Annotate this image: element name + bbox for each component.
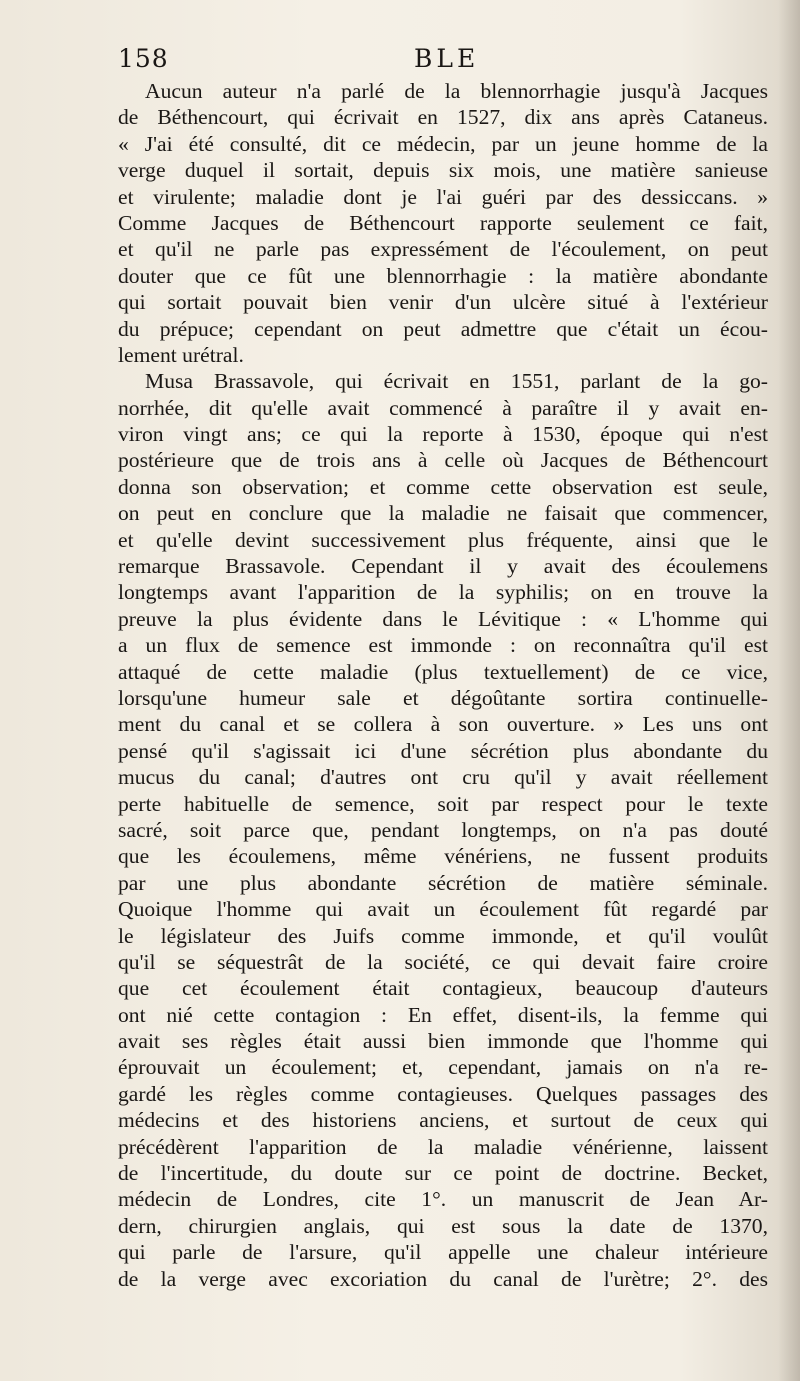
- text-line: Quoique l'homme qui avait un écoulement fût regardé par: [118, 897, 768, 922]
- text-line: attaqué de cette maladie (plus textuellement) de ce vice,: [118, 659, 768, 684]
- text-line: pensé qu'il s'agissait ici d'une sécrétion plus abondante du: [118, 738, 768, 763]
- text-line: Musa Brassavole, qui écrivait en 1551, parlant de la go-: [145, 369, 768, 394]
- text-line: qui sortait pouvait bien venir d'un ulcère situé à l'extérieur: [118, 290, 768, 315]
- text-line: norrhée, dit qu'elle avait commencé à paraître il y avait en-: [118, 395, 768, 420]
- text-line: médecin de Londres, cite 1°. un manuscrit de Jean Ar-: [118, 1187, 768, 1212]
- text-line: avait ses règles était aussi bien immonde que l'homme qui: [118, 1029, 768, 1054]
- text-line: Aucun auteur n'a parlé de la blennorrhagie jusqu'à Jacques: [145, 79, 768, 103]
- text-line: preuve la plus évidente dans le Lévitique : « L'homme qui: [118, 606, 768, 631]
- body-text: [118, 78, 768, 1292]
- text-line: du prépuce; cependant on peut admettre que c'était un écou-: [118, 316, 768, 341]
- text-line: on peut en conclure que la maladie ne faisait que commencer,: [118, 501, 768, 526]
- text-line: qui parle de l'arsure, qu'il appelle une chaleur intérieure: [118, 1240, 768, 1265]
- text-line: mucus du canal; d'autres ont cru qu'il y avait réellement: [118, 765, 768, 790]
- text-line: Comme Jacques de Béthencourt rapporte seulement ce fait,: [118, 210, 768, 235]
- text-line: et qu'elle devint successivement plus fréquente, ainsi que le: [118, 527, 768, 552]
- text-line: médecins et des historiens anciens, et surtout de ceux qui: [118, 1108, 768, 1133]
- text-line: lement urétral.: [118, 342, 244, 367]
- text-line: par une plus abondante sécrétion de matière séminale.: [118, 870, 768, 895]
- page-gutter-shadow: [778, 0, 800, 1381]
- text-line: postérieure que de trois ans à celle où Jacques de Béthencourt: [118, 448, 768, 473]
- text-line: et qu'il ne parle pas expressément de l'écoulement, on peut: [118, 237, 768, 262]
- text-line: longtemps avant l'apparition de la syphilis; on en trouve la: [118, 580, 768, 605]
- text-line: que cet écoulement était contagieux, beaucoup d'auteurs: [118, 976, 768, 1001]
- text-line: « J'ai été consulté, dit ce médecin, par un jeune homme de la: [118, 131, 768, 156]
- text-line: le législateur des Juifs comme immonde, et qu'il voulût: [118, 923, 768, 948]
- running-head: [118, 44, 768, 78]
- text-line: que les écoulemens, même vénériens, ne fussent produits: [118, 844, 768, 869]
- text-line: remarque Brassavole. Cependant il y avait des écoulemens: [118, 554, 768, 579]
- text-line: précédèrent l'apparition de la maladie vénérienne, laissent: [118, 1134, 768, 1159]
- text-line: éprouvait un écoulement; et, cependant, jamais on n'a re-: [118, 1055, 768, 1080]
- text-line: verge duquel il sortait, depuis six mois, une matière sanieuse: [118, 158, 768, 183]
- text-line: sacré, soit parce que, pendant longtemps, on n'a pas douté: [118, 817, 768, 842]
- text-line: de la verge avec excoriation du canal de l'urètre; 2°. des: [118, 1266, 768, 1291]
- text-line: lorsqu'une humeur sale et dégoûtante sortira continuelle-: [118, 685, 768, 710]
- text-line: viron vingt ans; ce qui la reporte à 1530, époque qui n'est: [118, 422, 768, 447]
- text-line: a un flux de semence est immonde : on reconnaîtra qu'il est: [118, 633, 768, 658]
- text-line: ont nié cette contagion : En effet, disent-ils, la femme qui: [118, 1002, 768, 1027]
- text-line: ment du canal et se collera à son ouverture. » Les uns ont: [118, 712, 768, 737]
- text-line: perte habituelle de semence, soit par respect pour le texte: [118, 791, 768, 816]
- text-line: donna son observation; et comme cette observation est seule,: [118, 474, 768, 499]
- text-line: de Béthencourt, qui écrivait en 1527, dix ans après Cataneus.: [118, 105, 768, 130]
- text-line: dern, chirurgien anglais, qui est sous la date de 1370,: [118, 1213, 768, 1238]
- text-line: gardé les règles comme contagieuses. Quelques passages des: [118, 1081, 768, 1106]
- text-line: de l'incertitude, du doute sur ce point de doctrine. Becket,: [118, 1161, 768, 1186]
- text-line: qu'il se séquestrât de la société, ce qui devait faire croire: [118, 949, 768, 974]
- text-line: douter que ce fût une blennorrhagie : la matière abondante: [118, 263, 768, 288]
- page-number: 158: [118, 44, 169, 73]
- text-line: et virulente; maladie dont je l'ai guéri par des dessiccans. »: [118, 184, 768, 209]
- section-title: BLE: [414, 44, 480, 73]
